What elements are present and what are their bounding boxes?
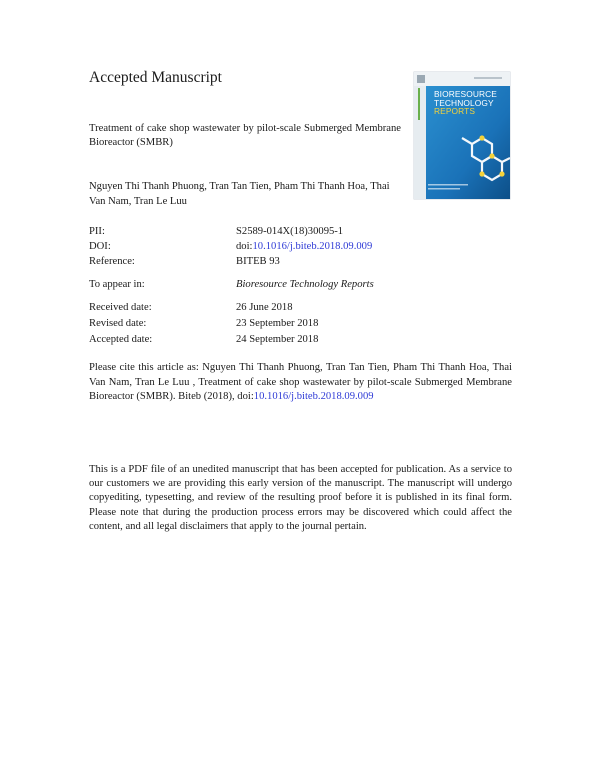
reference-label: Reference: — [89, 256, 135, 267]
journal-name: Bioresource Technology Reports — [236, 279, 374, 290]
citation-text: Please cite this article as: Nguyen Thi Thanh Phuong, Tran Tan Tien, Pham Thi Thanh Hoa, Thai Van Nam, Tran Le Luu , Treatment of cake shop wastewater by pilot-scale Submerged Membrane Bioreactor (SMBR). Biteb (2018), doi: — [89, 362, 512, 402]
doi-prefix: doi: — [236, 241, 253, 252]
doi-row — [236, 240, 372, 253]
article-title: Treatment of cake shop wastewater by pilot-scale Submerged Membrane Bioreactor (SMBR) — [89, 123, 401, 148]
accepted-date-value: 24 September 2018 — [236, 334, 319, 345]
publisher-logo-icon — [417, 75, 425, 83]
pii-label: PII: — [89, 226, 105, 237]
cover-title — [434, 90, 508, 116]
author-list: Nguyen Thi Thanh Phuong, Tran Tan Tien, Pham Thi Thanh Hoa, Thai Van Nam, Tran Le Luu — [89, 181, 390, 207]
journal-cover — [414, 72, 510, 199]
accepted-date-label: Accepted date: — [89, 334, 153, 345]
reference-value: BITEB 93 — [236, 256, 280, 267]
manuscript-heading: Accepted Manuscript — [89, 69, 222, 86]
disclaimer-paragraph: This is a PDF file of an unedited manuscript that has been accepted for publication. As a service to our customers we are providing this early version of the manuscript. The manuscript will undergo copyediting, typesetting, and review of the resulting proof before it is published in its final form. Please note that during the production process errors may be discovered which could affect the content, and all legal disclaimers that apply to the journal pertain. — [89, 464, 512, 532]
doi-link[interactable]: 10.1016/j.biteb.2018.09.009 — [252, 241, 373, 252]
pii-value: S2589-014X(18)30095-1 — [236, 226, 344, 237]
citation-doi-link[interactable]: 10.1016/j.biteb.2018.09.009 — [253, 391, 374, 402]
cover-title-line-3: REPORTS — [434, 106, 476, 117]
doi-label: DOI: — [89, 241, 111, 252]
revised-date-label: Revised date: — [89, 318, 147, 329]
citation-paragraph — [89, 361, 512, 405]
revised-date-value: 23 September 2018 — [236, 318, 319, 329]
cover-title-line-1: BIORESOURCE — [434, 89, 497, 99]
received-date-label: Received date: — [89, 302, 152, 313]
cover-title-line-2: TECHNOLOGY — [434, 97, 494, 108]
appear-in-label: To appear in: — [89, 279, 145, 290]
received-date-value: 26 June 2018 — [236, 302, 293, 313]
